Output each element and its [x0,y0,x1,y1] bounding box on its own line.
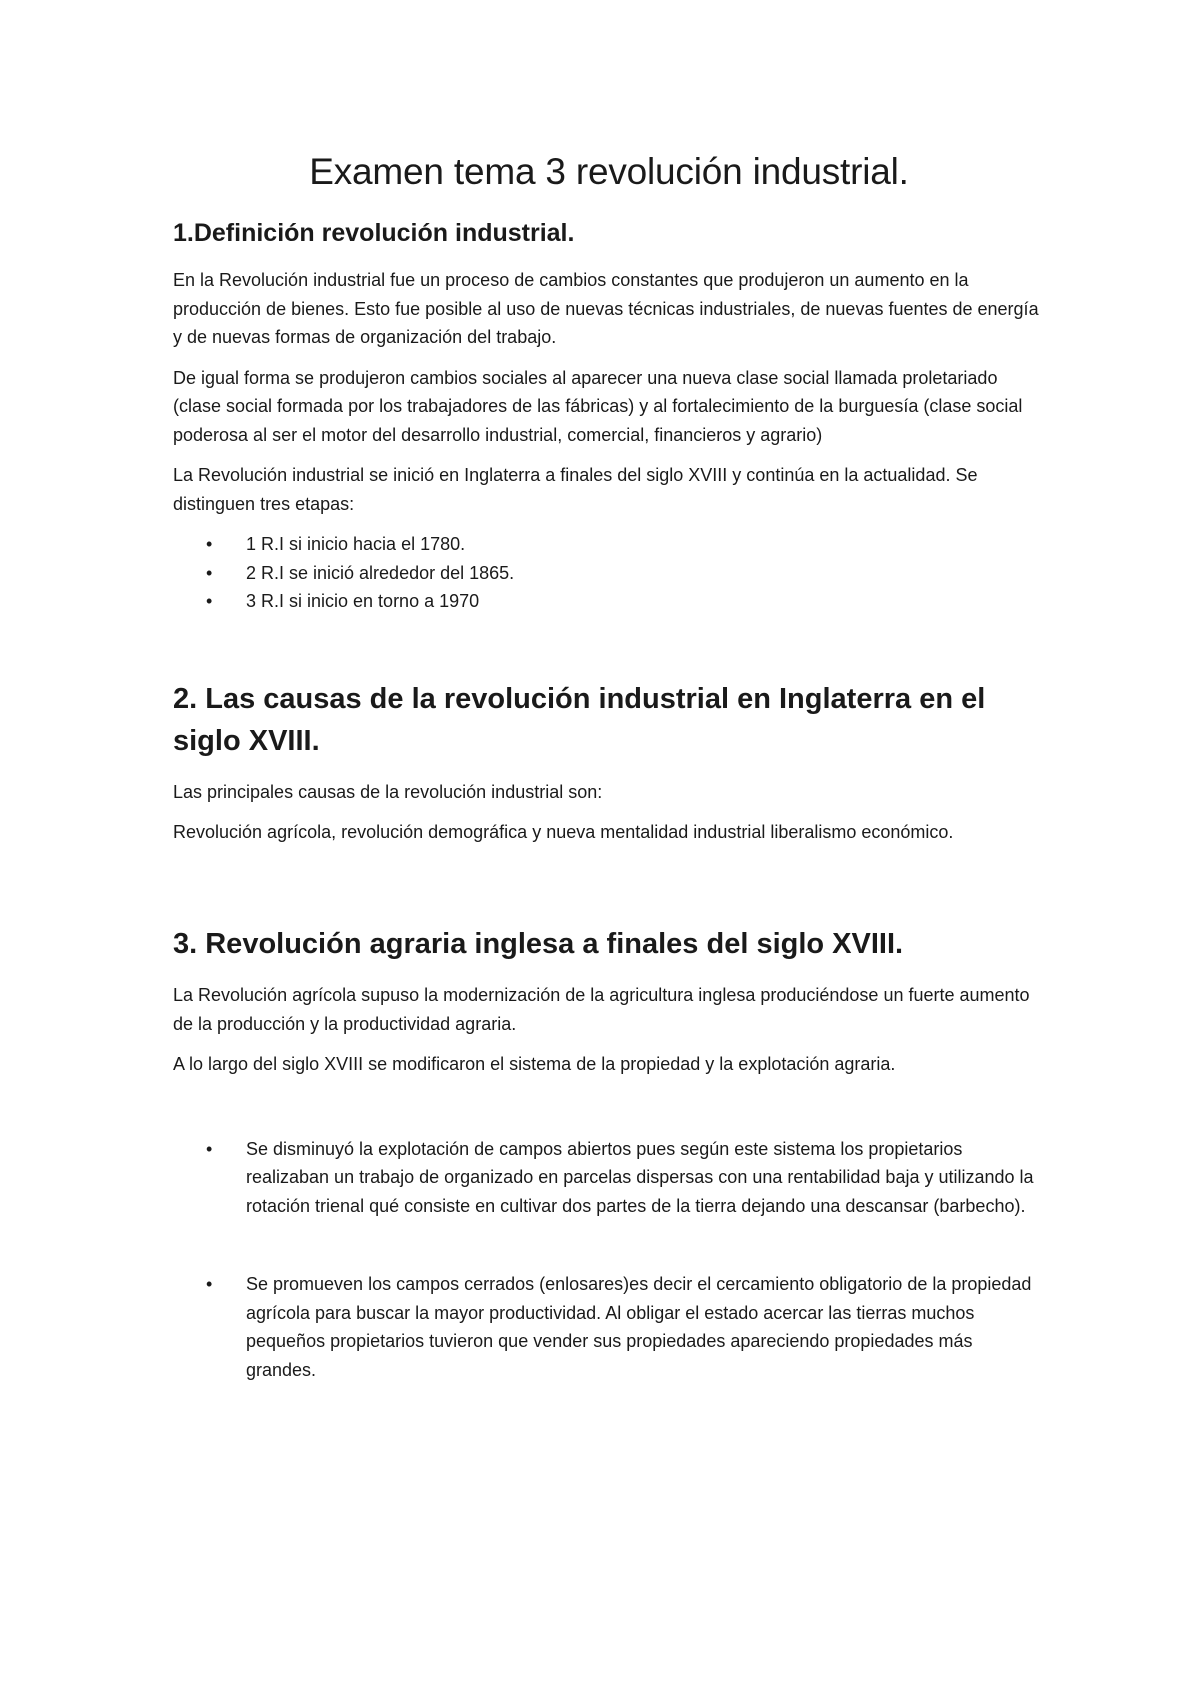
section-1-paragraph-1: En la Revolución industrial fue un proceso de cambios constantes que produjeron un aumento en la producción de bienes. Esto fue posible al uso de nuevas técnicas industriales, de nuevas fuentes de energía y de nuevas formas de organización del trabajo. [173,270,1039,348]
bullet-icon: • [206,1274,213,1295]
section-1-paragraph-2: De igual forma se produjeron cambios sociales al aparecer una nueva clase social llamada proletariado (clase social formada por los trabajadores de las fábricas) y al fortalecimiento de la burguesía (clase social poderosa al ser el motor del desarrollo industrial, comercial, financieros y agrario) [173,367,1023,445]
bullet-icon: • [206,591,213,612]
section-3-heading: 3. Revolución agraria inglesa a finales del siglo XVIII. [173,927,904,960]
agrarian-changes-list [173,1135,1045,1221]
section-3-paragraph-2: A lo largo del siglo XVIII se modificaron el sistema de la propiedad y la explotación agraria. [173,1054,896,1075]
list-item-text: 2 R.I se inició alrededor del 1865. [246,562,515,583]
bullet-icon: • [206,534,213,555]
list-item [173,530,1045,559]
list-item-text: Se promueven los campos cerrados (enlosares)es decir el cercamiento obligatorio de la propiedad agrícola para buscar la mayor productividad. Al obligar el estado acercar las tierras muchos pequeños propietarios tuvieron que vender sus propiedades apareciendo propiedades más grandes. [246,1274,1032,1380]
stages-list [173,530,1045,616]
list-item [173,1270,1045,1384]
section-1-heading: 1.Definición revolución industrial. [173,219,575,248]
bullet-icon: • [206,562,213,583]
agrarian-changes-list-2 [173,1270,1045,1384]
list-item-text: 3 R.I si inicio en torno a 1970 [246,591,480,612]
list-item [173,587,1045,616]
list-item [173,1135,1045,1221]
section-3-paragraph-1: La Revolución agrícola supuso la modernización de la agricultura inglesa produciéndose un fuerte aumento de la producción y la productividad agraria. [173,985,1030,1034]
document-title: Examen tema 3 revolución industrial. [309,151,909,192]
list-item-text: 1 R.I si inicio hacia el 1780. [246,534,466,555]
bullet-icon: • [206,1138,213,1159]
list-item [173,559,1045,588]
section-2-heading: 2. Las causas de la revolución industrial en Inglaterra en el siglo XVIII. [173,682,986,757]
section-2-paragraph-1: Las principales causas de la revolución industrial son: [173,781,603,802]
section-1-paragraph-3: La Revolución industrial se inició en Inglaterra a finales del siglo XVIII y continúa en la actualidad. Se distinguen tres etapas: [173,465,978,514]
list-item-text: Se disminuyó la explotación de campos abiertos pues según este sistema los propietarios realizaban un trabajo de organizado en parcelas dispersas con una rentabilidad baja y utilizando la rotación trienal qué consiste en cultivar dos partes de la tierra dejando una descansar (barbecho). [246,1138,1034,1216]
section-2-paragraph-2: Revolución agrícola, revolución demográfica y nueva mentalidad industrial liberalismo económico. [173,822,954,843]
